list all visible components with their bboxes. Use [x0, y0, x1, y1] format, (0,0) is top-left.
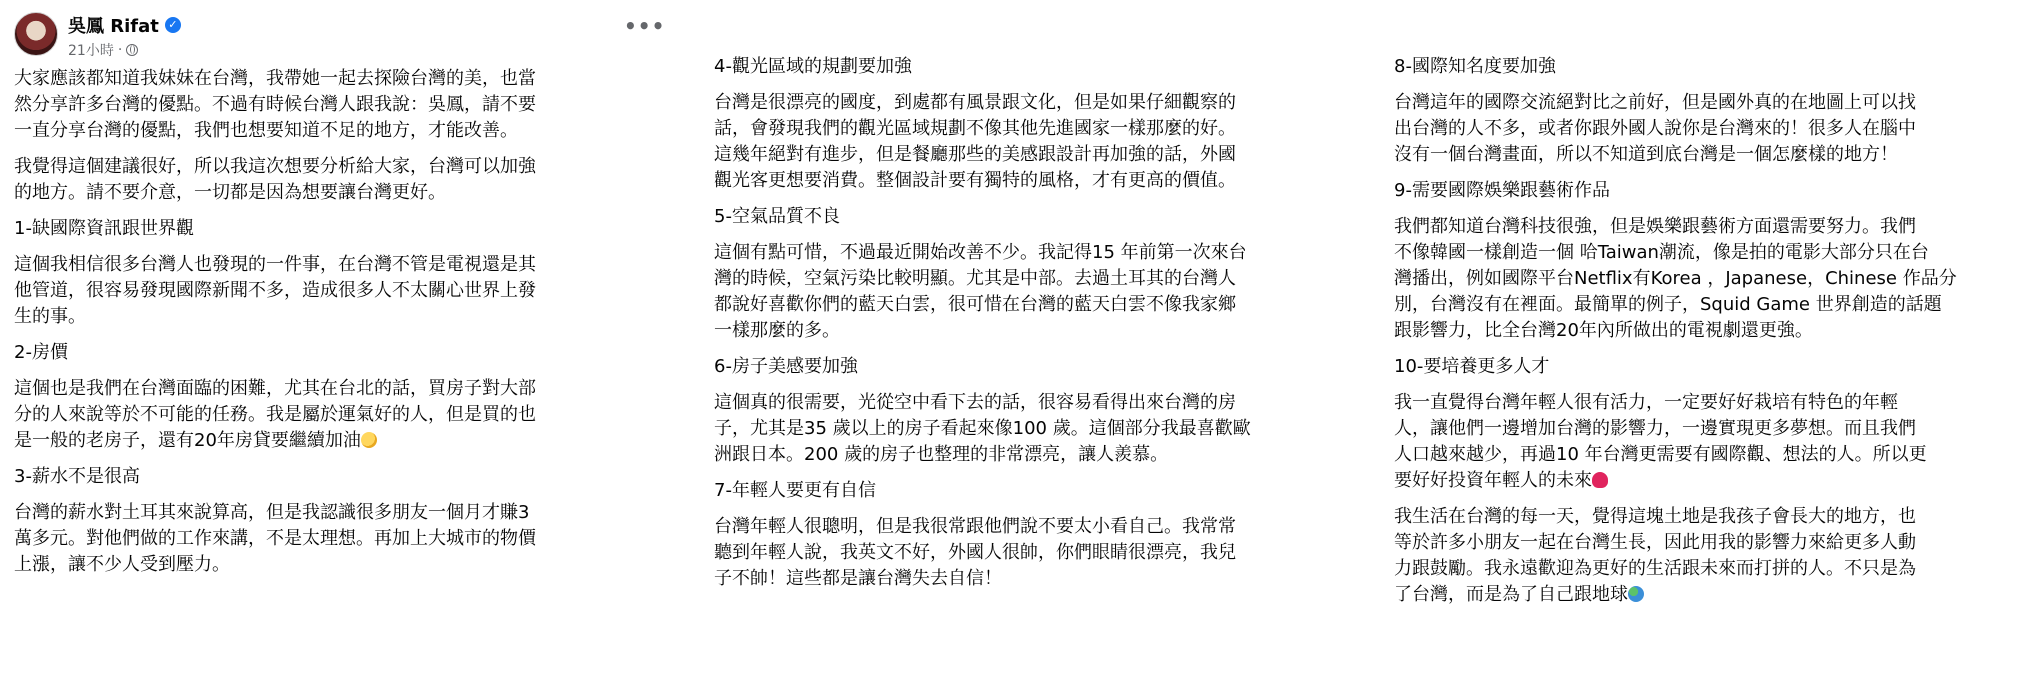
post-column-3 [1380, 0, 2034, 618]
section-heading-3: 3-薪水不是很高 [14, 466, 140, 487]
section-heading-5: 5-空氣品質不良 [714, 206, 840, 227]
section-paragraph-6: 這個真的很需要，光從空中看下去的話，很容易看得出來台灣的房 子，尤其是35 歲以上的房子看起來像100 歲。這個部分我最喜歡歐 洲跟日本。200 歲的房子也整理的非常漂亮，讓人羨慕。 [714, 392, 1251, 465]
section-paragraph-7: 台灣年輕人很聰明，但是我很常跟他們說不要太小看自己。我常常 聽到年輕人說，我英文不好，外國人很帥，你們眼睛很漂亮，我兒 子不帥！這些都是讓台灣失去自信！ [714, 516, 1236, 589]
section-paragraph-9: 我們都知道台灣科技很強，但是娛樂跟藝術方面還需要努力。我們 不像韓國一樣創造一個 哈Taiwan潮流，像是拍的電影大部分只在台 灣播出，例如國際平台Netflix有Korea ，Japanese，Chinese 作品分 別，台灣沒有在裡面。最簡單的例子，Squid Game 世界創造的話題 跟影響力，比全台灣20年內所做出的電視劇還更強。 [1394, 216, 1957, 341]
flexed-biceps-emoji [361, 432, 377, 448]
red-heart-emoji [1592, 472, 1608, 488]
section-paragraph-1: 這個我相信很多台灣人也發現的一件事，在台灣不管是電視還是其 他管道，很容易發現國際新聞不多，造成很多人不太關心世界上發 生的事。 [14, 254, 536, 327]
section-heading-8: 8-國際知名度要加強 [1394, 56, 1556, 77]
section-paragraph-2 [14, 376, 654, 454]
section-paragraph-5: 這個有點可惜，不過最近開始改善不少。我記得15 年前第一次來台 灣的時候，空氣污染比較明顯。尤其是中部。去過土耳其的台灣人 都說好喜歡你們的藍天白雲，很可惜在台灣的藍天白雲不像我家鄉 一樣那麼的多。 [714, 242, 1247, 341]
earth-globe-emoji [1628, 586, 1644, 602]
author-avatar[interactable] [14, 12, 58, 56]
globe-icon[interactable] [126, 44, 138, 56]
closing-paragraph [1394, 504, 2014, 608]
verified-badge-icon: ✓ [165, 17, 181, 33]
section-paragraph-8: 台灣這年的國際交流絕對比之前好，但是國外真的在地圖上可以找 出台灣的人不多，或者你跟外國人說你是台灣來的！很多人在腦中 沒有一個台灣畫面，所以不知道到底台灣是一個怎麼樣的地方！ [1394, 92, 1916, 165]
post-column-1 [0, 0, 700, 588]
section-heading-10: 10-要培養更多人才 [1394, 356, 1550, 377]
intro-paragraph-1: 大家應該都知道我妹妹在台灣，我帶她一起去探險台灣的美，也當 然分享許多台灣的優點。不過有時候台灣人跟我說：吳鳳，請不要 一直分享台灣的優點，我們也想要知道不足的地方，才能改善。 [14, 68, 536, 141]
section-paragraph-10 [1394, 390, 2014, 494]
section-paragraph-4: 台灣是很漂亮的國度，到處都有風景跟文化，但是如果仔細觀察的 話，會發現我們的觀光區域規劃不像其他先進國家一樣那麼的好。 這幾年絕對有進步，但是餐廳那些的美感跟設計再加強的話，外國 觀光客更想要消費。整個設計要有獨特的風格，才有更高的價值。 [714, 92, 1236, 191]
intro-paragraph-2: 我覺得這個建議很好，所以我這次想要分析給大家，台灣可以加強 的地方。請不要介意，一切都是因為想要讓台灣更好。 [14, 156, 536, 203]
section-paragraph-2-text: 這個也是我們在台灣面臨的困難，尤其在台北的話，買房子對大部 分的人來說等於不可能的任務。我是屬於運氣好的人，但是買的也 是一般的老房子，還有20年房貸要繼續加油 [14, 378, 536, 451]
section-heading-9: 9-需要國際娛樂跟藝術作品 [1394, 180, 1610, 201]
section-heading-1: 1-缺國際資訊跟世界觀 [14, 218, 194, 239]
post-meta [68, 40, 138, 60]
closing-paragraph-text: 我生活在台灣的每一天，覺得這塊土地是我孩子會長大的地方，也 等於許多小朋友一起在台灣生長，因此用我的影響力來給更多人動 力跟鼓勵。我永遠歡迎為更好的生活跟未來而打拼的人。不只是為 了台灣，而是為了自己跟地球 [1394, 506, 1916, 605]
section-heading-6: 6-房子美感要加強 [714, 356, 858, 377]
meta-separator: · [117, 42, 123, 58]
post-header [14, 0, 700, 66]
post-timestamp[interactable]: 21小時 [68, 43, 114, 59]
author-row [68, 12, 181, 38]
section-paragraph-3: 台灣的薪水對土耳其來說算高，但是我認識很多朋友一個月才賺3 萬多元。對他們做的工作來講，不是太理想。再加上大城市的物價 上漲，讓不少人受到壓力。 [14, 502, 536, 575]
section-paragraph-10-text: 我一直覺得台灣年輕人很有活力，一定要好好栽培有特色的年輕 人，讓他們一邊增加台灣的影響力，一邊實現更多夢想。而且我們 人口越來越少，再過10 年台灣更需要有國際觀、想法的人。所以更 要好好投資年輕人的未來 [1394, 392, 1927, 491]
author-name[interactable]: 吳鳳 Rifat [68, 16, 159, 37]
section-heading-2: 2-房價 [14, 342, 68, 363]
more-options-icon[interactable]: ••• [624, 14, 666, 38]
section-heading-4: 4-觀光區域的規劃要加強 [714, 56, 912, 77]
post-column-2 [700, 0, 1380, 602]
section-heading-7: 7-年輕人要更有自信 [714, 480, 876, 501]
